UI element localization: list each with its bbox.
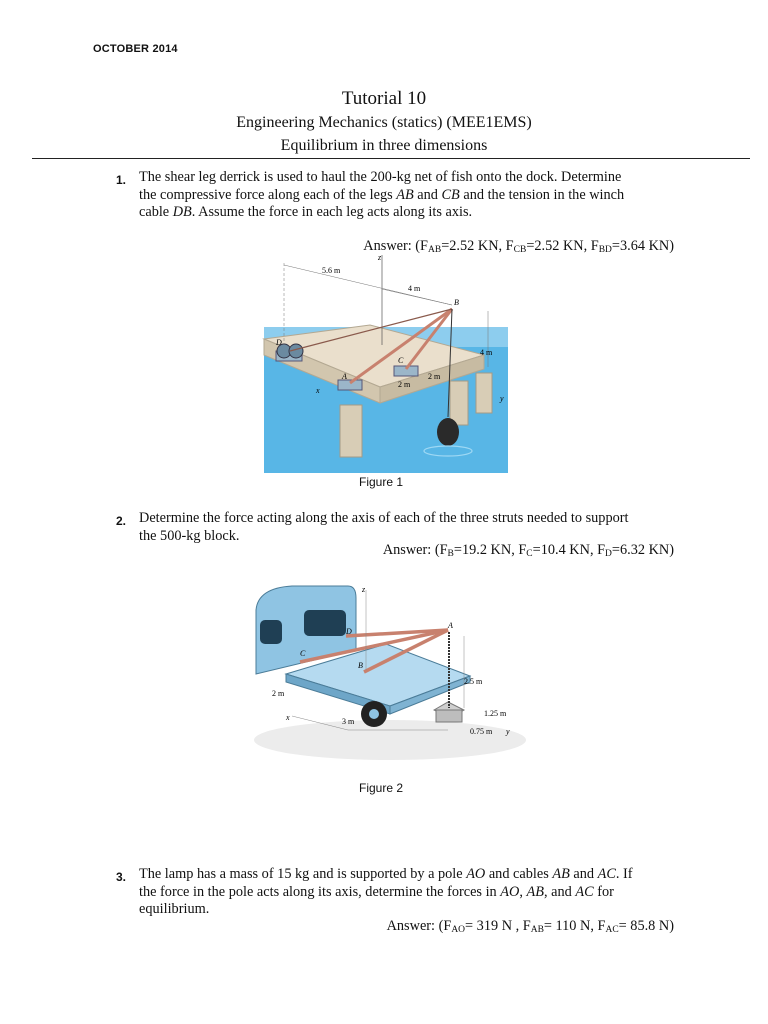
q1-answer: Answer: ($F_{AB}=2.52$ KN, $F_{CB}=2.52$ KN, $F_{BD}=3.64$ KN) [363,238,674,255]
tutorial-title: Tutorial 10 [341,88,427,109]
q3-number: 3. [116,870,127,884]
dim-1-25m: 1.25 m [484,709,507,718]
dim-2m: 2 m [428,372,441,381]
topic-title: Equilibrium in three dimensions [280,137,488,154]
q3-line-1: The lamp has a mass of 15 kg and is supported by a pole AO and cables AB and AC. If [139,866,633,882]
q1-line-3: cable DB. Assume the force in each leg acts along its axis. [139,204,473,220]
dim-4m-height: 4 m [480,348,493,357]
q2-line-1: Determine the force acting along the axis of each of the three struts needed to support [139,510,629,526]
label-b: B [454,298,459,307]
q1-line-1: The shear leg derrick is used to haul the 200-kg net of fish onto the dock. Determine [139,169,622,185]
q2-number: 2. [116,514,127,528]
header-date: OCTOBER 2014 [93,43,178,55]
q3-line-2: the force in the pole acts along its axis, determine the forces in AO, AB, and AC for [139,883,614,900]
dim-3m: 3 m [342,717,355,726]
truck-window [304,610,346,636]
label-x: x [286,713,290,722]
dim-5-6m: 5.6 m [322,266,341,275]
dim-4m: 4 m [408,284,421,293]
figure-1-derrick [262,255,510,475]
label-y: y [506,727,510,736]
q2-answer: Answer: ($F_B=19.2$ KN, $F_C=10.4$ KN, $F_D=6.32$ KN) [382,542,674,559]
dim-2m: 2 m [272,689,285,698]
ground-shadow [254,720,526,760]
title-divider [32,158,750,159]
label-a: A [448,621,453,630]
label-b: B [358,661,363,670]
dim-2-5m: 2.5 m [464,677,483,686]
q1-line-2: the compressive force along each of the legs AB and CB and the tension in the winch [139,186,625,203]
figure-2-caption: Figure 2 [359,781,404,795]
dock-pillar [476,373,492,413]
label-c: C [300,649,306,658]
q2-text [139,510,679,545]
label-y: y [500,394,504,403]
label-a: A [342,372,347,381]
label-z: z [362,585,366,594]
dim-0-75m: 0.75 m [470,727,493,736]
q3-line-3: equilibrium. [139,901,210,917]
dock-pillar [450,381,468,425]
q3-answer: Answer: ($F_{AO}= 319$ N , $F_{AB}= 110$ N, $F_{AC}= 85.8$ N) [386,918,674,935]
label-d: D [346,627,352,636]
course-title: Engineering Mechanics (statics) (MEE1EMS) [236,114,532,131]
label-d: D [276,338,282,347]
label-x: x [316,386,320,395]
figure-2-truck-struts [252,580,528,760]
figure-1-caption: Figure 1 [359,475,404,489]
q1-text [139,169,679,222]
truck-window [260,620,282,644]
q3-text [139,866,679,919]
fish-net [437,418,459,446]
label-c: C [398,356,404,365]
q2-line-2: the 500-kg block. [139,527,240,544]
q1-number: 1. [116,173,127,187]
label-z: z [378,255,382,262]
dock-pillar [340,405,362,457]
dim-2m-b: 2 m [398,380,411,389]
